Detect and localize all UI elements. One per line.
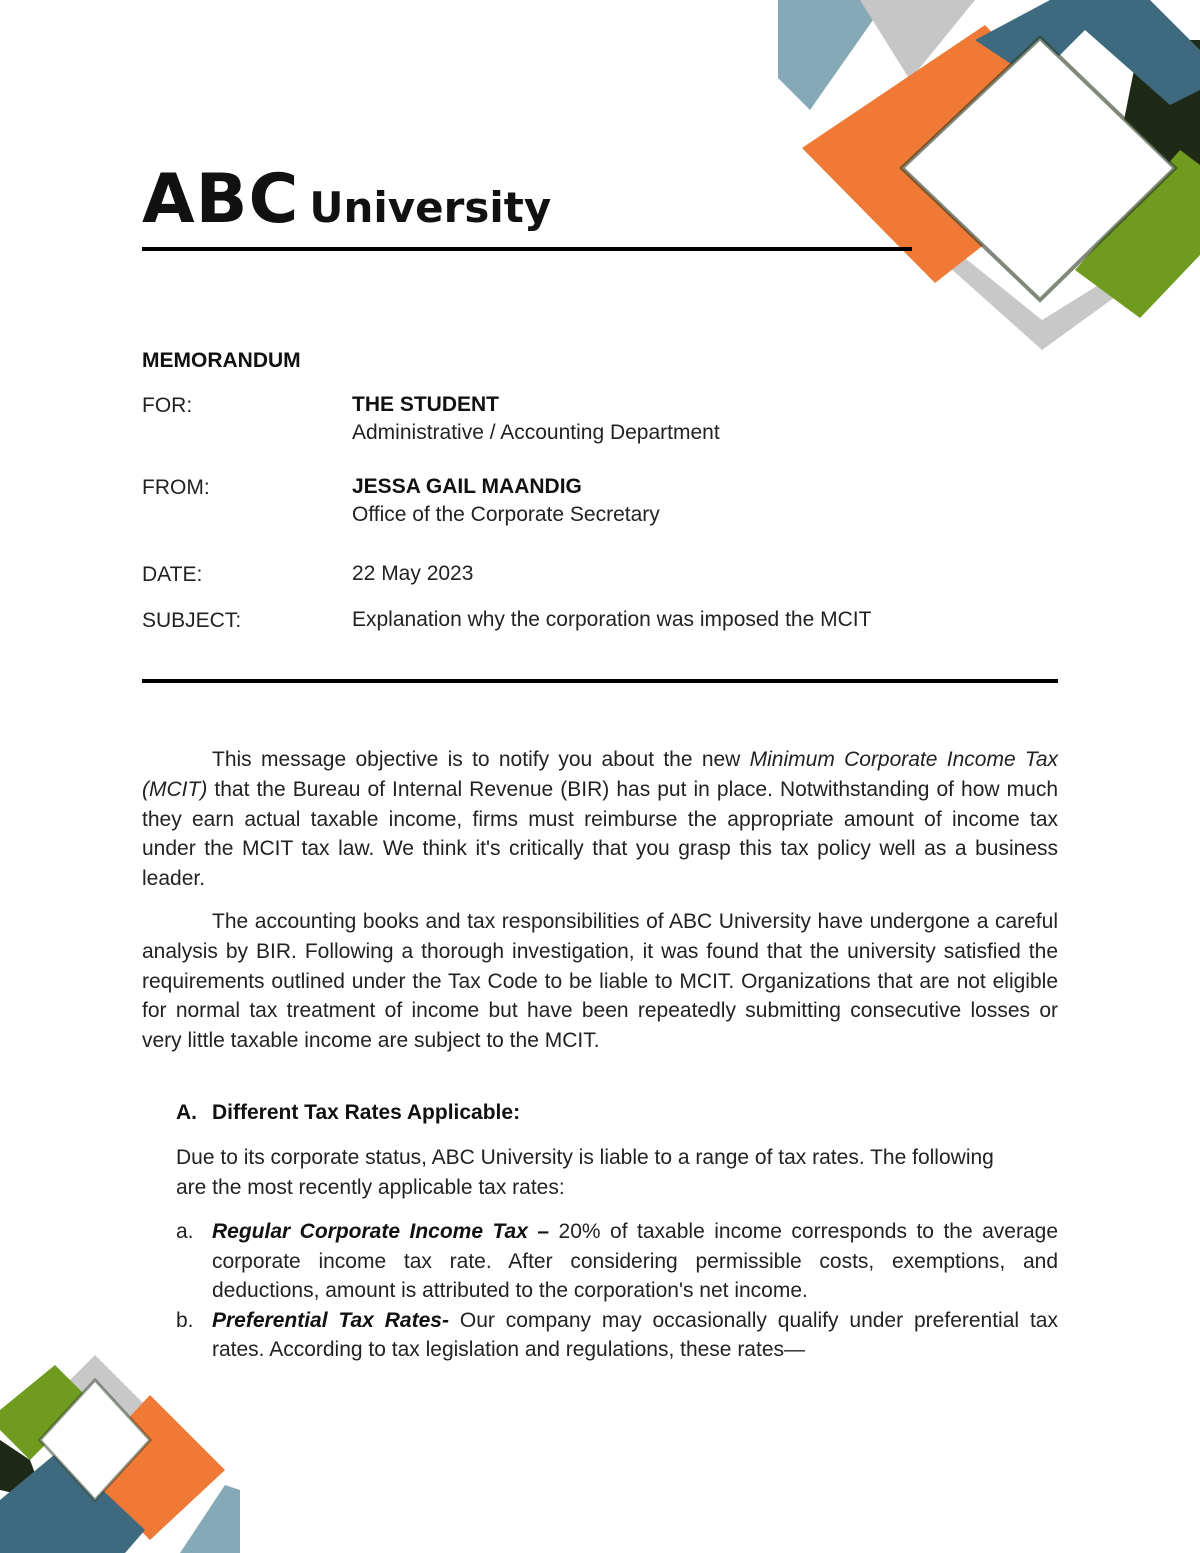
subject-value: Explanation why the corporation was imposed the MCIT — [352, 608, 872, 631]
paragraph-1 — [142, 745, 1058, 894]
date-value: 22 May 2023 — [352, 562, 474, 585]
list-item — [176, 1217, 1058, 1306]
list-text: 20% of taxable income corresponds to the average corporate income tax rate. After considering permissible costs, exemptions, and deductions, amount is attributed to the corporation's net income. — [212, 1220, 1058, 1302]
brand-university: University — [309, 183, 552, 232]
from-office: Office of the Corporate Secretary — [352, 503, 660, 526]
decorative-diamonds-top — [760, 0, 1200, 360]
paragraph-1-start: This message objective is to notify you about the new — [212, 748, 750, 771]
memorandum-label: MEMORANDUM — [142, 349, 301, 372]
list-term: Regular Corporate Income Tax – — [212, 1220, 550, 1243]
paragraph-1-end: that the Bureau of Internal Revenue (BIR) has put in place. Notwithstanding of how much they earn actual taxable income, firms must reimburse the appropriate amount of income tax under the MCIT tax law. We think it's critically that you grasp this tax policy well as a business leader. — [142, 777, 1058, 891]
section-a-intro: Due to its corporate status, ABC University is liable to a range of tax rates. The following are the most recently applicable tax rates: — [176, 1146, 994, 1199]
brand-abc: ABC — [142, 160, 300, 239]
list-term: Preferential Tax Rates- — [212, 1308, 449, 1332]
date-label: DATE: — [142, 563, 203, 586]
from-value — [352, 473, 660, 529]
list-text: Our company may occasionally qualify under preferential tax rates. According to tax legislation and regulations, these rates— — [212, 1308, 1058, 1361]
from-name: JESSA GAIL MAANDIG — [352, 475, 582, 498]
light-teal-diamond — [778, 0, 880, 110]
letterhead-title — [142, 160, 551, 239]
section-a-title: Different Tax Rates Applicable: — [212, 1101, 521, 1124]
memo-divider — [142, 679, 1058, 683]
for-label: FOR: — [142, 394, 193, 417]
for-value — [352, 391, 720, 447]
subject-label: SUBJECT: — [142, 609, 242, 632]
for-name: THE STUDENT — [352, 393, 499, 416]
tax-rates-list — [176, 1217, 1058, 1365]
from-label: FROM: — [142, 476, 210, 499]
header-rule — [142, 247, 912, 251]
list-marker: b. — [176, 1308, 194, 1332]
list-marker: a. — [176, 1220, 194, 1243]
for-department: Administrative / Accounting Department — [352, 421, 720, 444]
section-a-letter: A. — [176, 1101, 197, 1124]
mcit-term: Minimum Corporate Income Tax (MCIT) — [142, 748, 1058, 801]
decorative-diamonds-bottom — [0, 1340, 260, 1553]
memo-body — [142, 745, 1058, 1069]
list-item — [176, 1306, 1058, 1365]
paragraph-2: The accounting books and tax responsibilities of ABC University have undergone a careful analysis by BIR. Following a thorough investigation, it was found that the university satisfied the requirements outlined under the Tax Code to be liable to MCIT. Organizations that are not eligible for normal tax treatment of income but have been repeatedly submitting consecutive losses or very little taxable income are subject to the MCIT. — [142, 909, 1058, 1053]
section-a-heading — [176, 1101, 520, 1125]
